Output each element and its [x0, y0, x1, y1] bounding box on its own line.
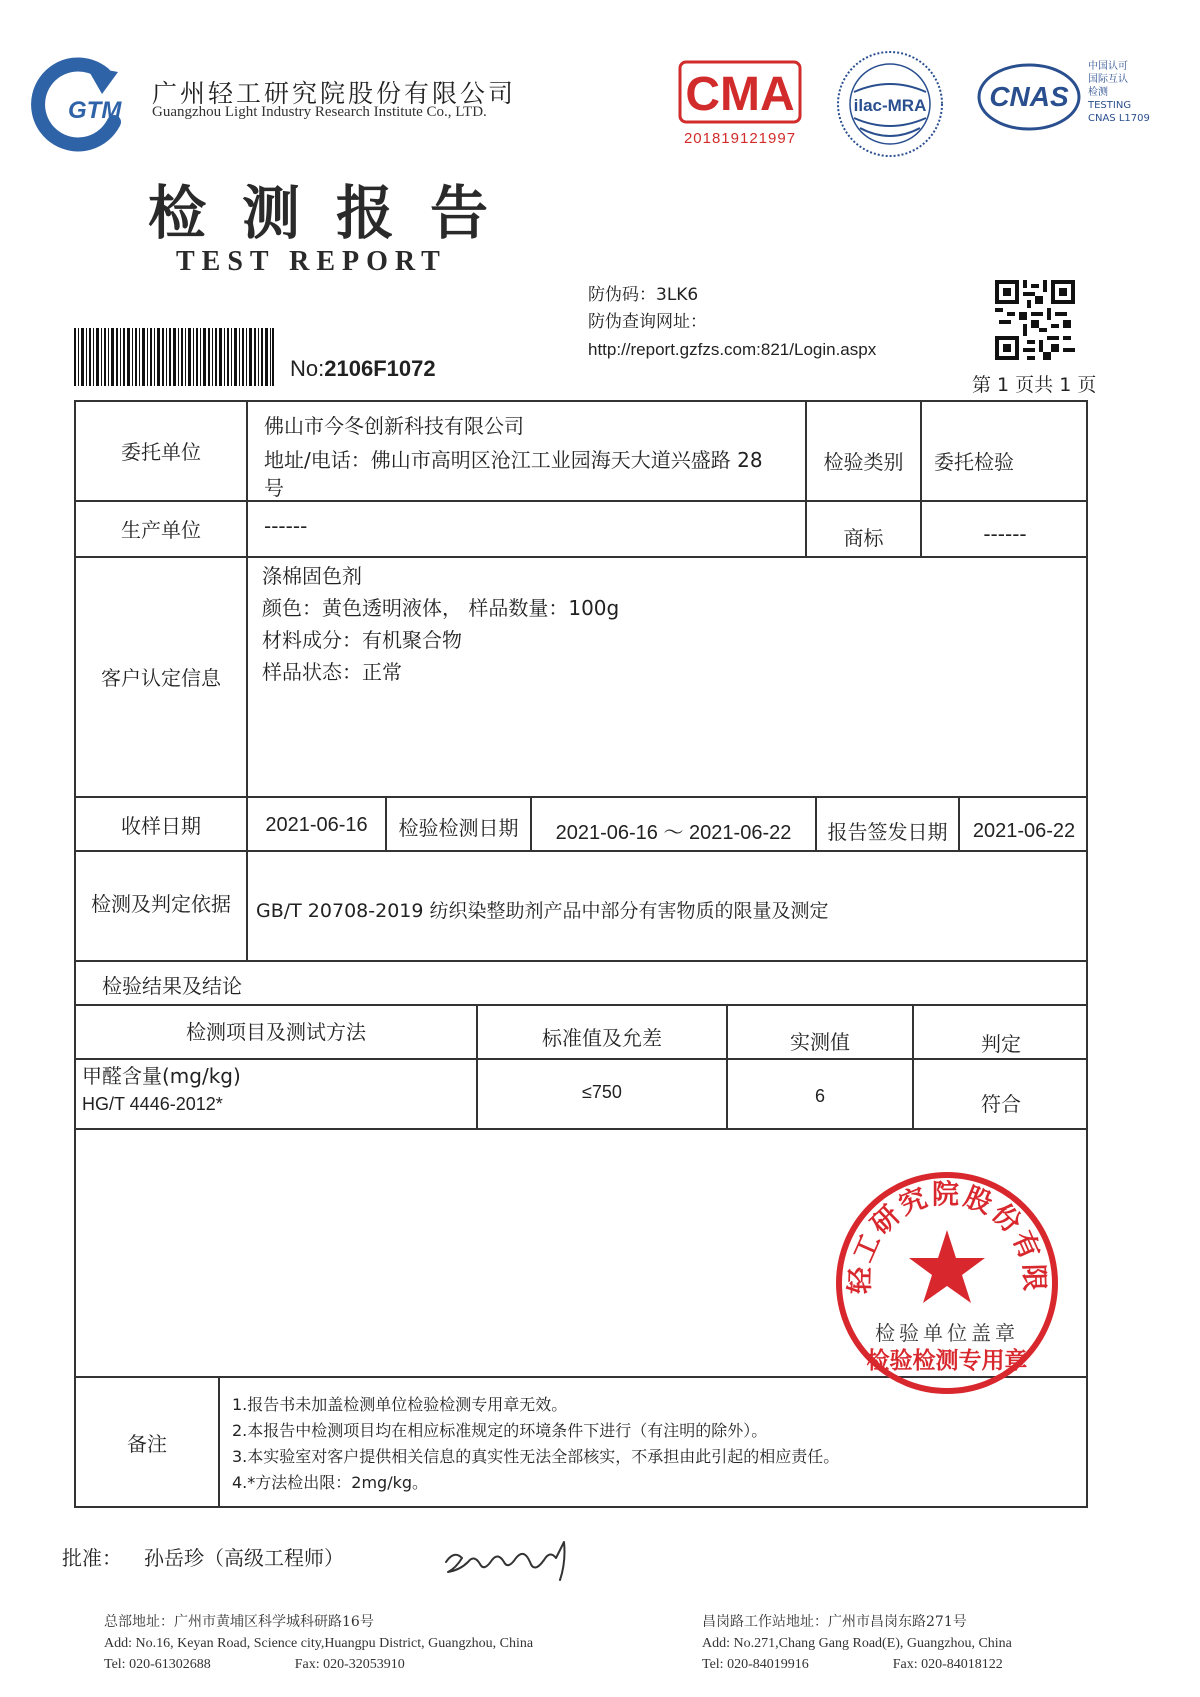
- receive-date-label: 收样日期: [121, 814, 201, 838]
- results-header-item: 检测项目及测试方法: [186, 1020, 366, 1044]
- seal-line1: 检验单位盖章: [875, 1321, 1019, 1345]
- anti-query-url[interactable]: http://report.gzfzs.com:821/Login.aspx: [588, 340, 877, 359]
- row-divider: [74, 556, 1088, 558]
- customer-info-line: 涤棉固色剂: [262, 564, 362, 588]
- col-divider: [246, 850, 248, 960]
- results-header-standard: 标准值及允差: [542, 1026, 662, 1050]
- footer-right-contact: [702, 1654, 1012, 1675]
- footer-left: [104, 1612, 533, 1675]
- cnas-side-line: CNAS L1709: [1088, 113, 1150, 124]
- footer-left-addr-cn: 总部地址：广州市黄埔区科学城科研路16号: [104, 1614, 374, 1630]
- footer-left-fax: Fax: 020-32053910: [294, 1657, 405, 1672]
- client-name: 佛山市今冬创新科技有限公司: [264, 414, 524, 438]
- cnas-text: CNAS: [989, 81, 1069, 112]
- result-measured: 6: [814, 1086, 825, 1106]
- report-no-value: 2106F1072: [324, 356, 436, 381]
- barcode-icon: [74, 328, 274, 386]
- report-title-en: TEST REPORT: [176, 246, 447, 277]
- results-header-judgment: 判定: [981, 1032, 1021, 1056]
- footer-right-fax: Fax: 020-84018122: [892, 1657, 1003, 1672]
- seal-line2: 检验检测专用章: [866, 1348, 1028, 1374]
- row-divider: [74, 1004, 1088, 1006]
- remark-line: 1.报告书未加盖检测单位检验检测专用章无效。: [232, 1395, 568, 1414]
- results-header-measured: 实测值: [790, 1030, 850, 1054]
- customer-info-line: 样品状态：正常: [262, 660, 402, 684]
- result-judgment: 符合: [981, 1092, 1021, 1116]
- footer-right-addr-cn: 昌岗路工作站地址：广州市昌岗东路271号: [702, 1614, 967, 1630]
- ilac-text: ilac-MRA: [853, 96, 927, 115]
- cma-number: 201819121997: [683, 130, 797, 147]
- cma-text: CMA: [685, 68, 795, 121]
- company-name-en: Guangzhou Light Industry Research Institute Co., LTD.: [152, 104, 487, 120]
- inspection-type-label: 检验类别: [823, 450, 904, 474]
- row-divider: [74, 796, 1088, 798]
- footer-right-addr-en: Add: No.271,Chang Gang Road(E), Guangzhou, China: [702, 1636, 1012, 1651]
- cma-mark: [678, 60, 802, 124]
- test-date-label: 检验检测日期: [398, 816, 519, 840]
- customer-info-line: 颜色：黄色透明液体， 样品数量：100g: [262, 596, 620, 620]
- anti-counterfeit-block: [588, 282, 876, 363]
- client-label: 委托单位: [121, 440, 201, 464]
- result-method: HG/T 4446-2012*: [82, 1094, 223, 1114]
- col-divider: [218, 1376, 220, 1508]
- customer-info-line: 材料成分：有机聚合物: [262, 628, 462, 652]
- remark-line: 2.本报告中检测项目均在相应标准规定的环境条件下进行（有注明的除外）。: [232, 1421, 768, 1440]
- anti-code-label: 防伪码：: [588, 285, 656, 305]
- row-divider: [74, 1128, 1088, 1130]
- remark-line: 3.本实验室对客户提供相关信息的真实性无法全部核实，不承担由此引起的相应责任。: [232, 1447, 840, 1466]
- official-seal: [832, 1168, 1062, 1398]
- approval-name: 孙岳珍（高级工程师）: [144, 1546, 344, 1570]
- signature-image: [440, 1532, 580, 1588]
- test-date-value: 2021-06-16 ～ 2021-06-22: [555, 822, 792, 844]
- producer-value: ------: [264, 514, 308, 538]
- anti-code-row: [588, 282, 876, 309]
- footer-right-tel: Tel: 020-84019916: [702, 1657, 809, 1672]
- client-address-line2: 号: [264, 476, 284, 500]
- approval-label: 批准：: [62, 1546, 122, 1570]
- qr-code-icon[interactable]: [995, 280, 1075, 360]
- report-no-label: No:: [290, 356, 325, 381]
- trademark-label: 商标: [843, 526, 884, 550]
- anti-query-label: 防伪查询网址：: [588, 312, 707, 332]
- col-divider: [726, 1004, 728, 1128]
- footer-left-addr-en: Add: No.16, Keyan Road, Science city,Huangpu District, Guangzhou, China: [104, 1636, 534, 1651]
- inspection-type-value: 委托检验: [934, 450, 1014, 474]
- receive-date-value: 2021-06-16: [265, 814, 368, 836]
- footer-left-contact: [104, 1654, 533, 1675]
- footer-right: [702, 1612, 1012, 1675]
- producer-label: 生产单位: [121, 518, 201, 542]
- remarks-label: 备注: [127, 1432, 167, 1456]
- issue-date-label: 报告签发日期: [827, 820, 948, 844]
- cnas-side-line: 检测: [1088, 87, 1108, 98]
- company-name-cn: 广州轻工研究院股份有限公司: [152, 79, 517, 108]
- issue-date-value: 2021-06-22: [972, 820, 1076, 842]
- row-divider: [74, 960, 1088, 962]
- trademark-value: ------: [983, 522, 1027, 546]
- row-divider: [74, 500, 1088, 502]
- anti-code-value: 3LK6: [656, 285, 699, 305]
- report-title-cn: 检测报告: [148, 179, 525, 247]
- remark-line: 4.*方法检出限：2mg/kg。: [232, 1473, 429, 1492]
- footer-left-tel: Tel: 020-61302688: [104, 1657, 211, 1672]
- cnas-side-line: TESTING: [1088, 100, 1132, 111]
- cnas-side-line: 国际互认: [1088, 74, 1128, 85]
- basis-label: 检测及判定依据: [91, 892, 231, 916]
- row-divider: [74, 850, 1088, 852]
- result-item: 甲醛含量(mg/kg): [82, 1064, 241, 1088]
- report-number: [290, 356, 436, 382]
- col-divider: [246, 400, 248, 850]
- ilac-mra-mark: [834, 48, 946, 160]
- cnas-mark: [976, 62, 1082, 132]
- seal-ring-text: 轻工研究院股份有限: [844, 1179, 1050, 1295]
- client-address-line1: 地址/电话：佛山市高明区沧江工业园海天大道兴盛路 28: [264, 448, 763, 472]
- company-logo: [26, 56, 134, 152]
- page-info: 第 1 页共 1 页: [972, 374, 1097, 396]
- results-section-label: 检验结果及结论: [102, 974, 242, 998]
- cnas-side-text: [1088, 60, 1150, 125]
- logo-text: GTM: [68, 97, 122, 124]
- cnas-side-line: 中国认可: [1088, 61, 1128, 72]
- basis-value: GB/T 20708-2019 纺织染整助剂产品中部分有害物质的限量及测定: [256, 900, 829, 922]
- result-standard: ≤750: [582, 1082, 622, 1102]
- customer-info-label: 客户认定信息: [101, 666, 221, 690]
